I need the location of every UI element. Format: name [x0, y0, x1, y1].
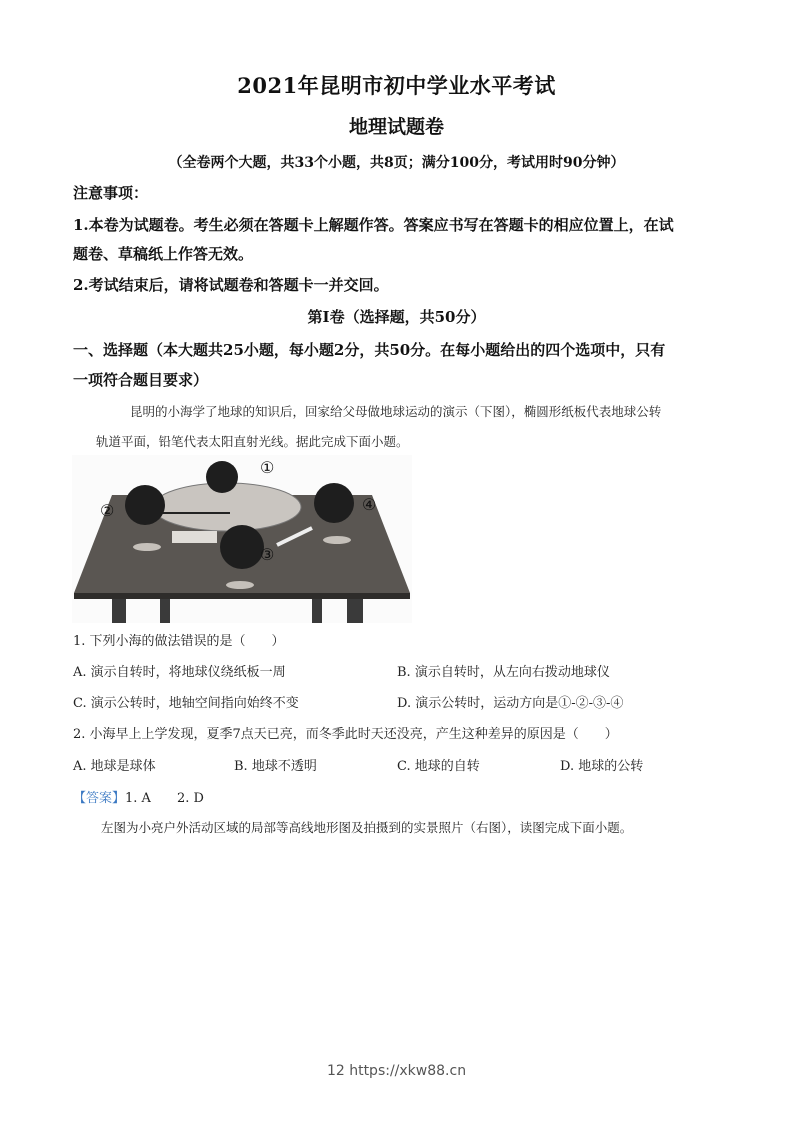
- exam-info: （全卷两个大题，共33个小题，共8页；满分100分，考试用时90分钟）: [168, 155, 625, 171]
- page-footer: 12 https://xkw88.cn: [326, 1063, 467, 1079]
- section-instruction-line-2: 一项符合题目要求）: [73, 371, 209, 389]
- position-label-2: ②: [100, 501, 115, 520]
- exam-subtitle: 地理试题卷: [348, 116, 444, 138]
- question-2-stem: 2. 小海早上上学发现，夏季7点天已亮，而冬季此时天还没亮，产生这种差异的原因是（ ）: [73, 727, 618, 742]
- passage-1-line-1: 昆明的小海学了地球的知识后，回家给父母做地球运动的演示（下图），椭圆形纸板代表地球公转: [130, 404, 662, 419]
- answer-line: [73, 787, 204, 806]
- earth-orbit-demo-figure: [72, 455, 412, 623]
- question-1-option-d: D. 演示公转时，运动方向是①-②-③-④: [397, 696, 624, 711]
- question-1-option-c: C. 演示公转时，地轴空间指向始终不变: [73, 696, 299, 711]
- notes-item-2: 2.考试结束后，请将试题卷和答题卡一并交回。: [73, 276, 389, 294]
- exam-title: 2021年昆明市初中学业水平考试: [237, 73, 556, 98]
- position-label-4: ④: [362, 495, 377, 514]
- answer-values: 1. A 2. D: [125, 791, 204, 806]
- notes-item-1-line-1: 1.本卷为试题卷。考生必须在答题卡上解题作答。答案应书写在答题卡的相应位置上，在试: [73, 216, 674, 234]
- passage-1-line-2: 轨道平面，铅笔代表太阳直射光线。据此完成下面小题。: [96, 434, 409, 449]
- question-2-option-a: A. 地球是球体: [73, 759, 156, 774]
- notes-item-1-line-2: 题卷、草稿纸上作答无效。: [73, 245, 254, 263]
- passage-2-line-1: 左图为小亮户外活动区域的局部等高线地形图及拍摄到的实景照片（右图），读图完成下面小题。: [101, 820, 633, 835]
- section-title: 第Ⅰ卷（选择题，共50分）: [307, 308, 486, 326]
- question-1-option-b: B. 演示自转时，从左向右拨动地球仪: [397, 665, 610, 680]
- question-2-option-d: D. 地球的公转: [560, 759, 644, 774]
- answer-tag: 【答案】: [73, 791, 126, 806]
- question-2-option-c: C. 地球的自转: [397, 759, 480, 774]
- question-2-option-b: B. 地球不透明: [234, 759, 317, 774]
- position-label-3: ③: [260, 545, 275, 564]
- position-label-1: ①: [260, 458, 275, 477]
- section-instruction-line-1: 一、选择题（本大题共25小题，每小题2分，共50分。在每小题给出的四个选项中，只有: [73, 341, 666, 359]
- table-illustration: [72, 455, 412, 623]
- question-1-stem: 1. 下列小海的做法错误的是（ ）: [73, 634, 285, 649]
- question-1-option-a: A. 演示自转时，将地球仪绕纸板一周: [73, 665, 286, 680]
- notes-heading: 注意事项：: [73, 184, 149, 202]
